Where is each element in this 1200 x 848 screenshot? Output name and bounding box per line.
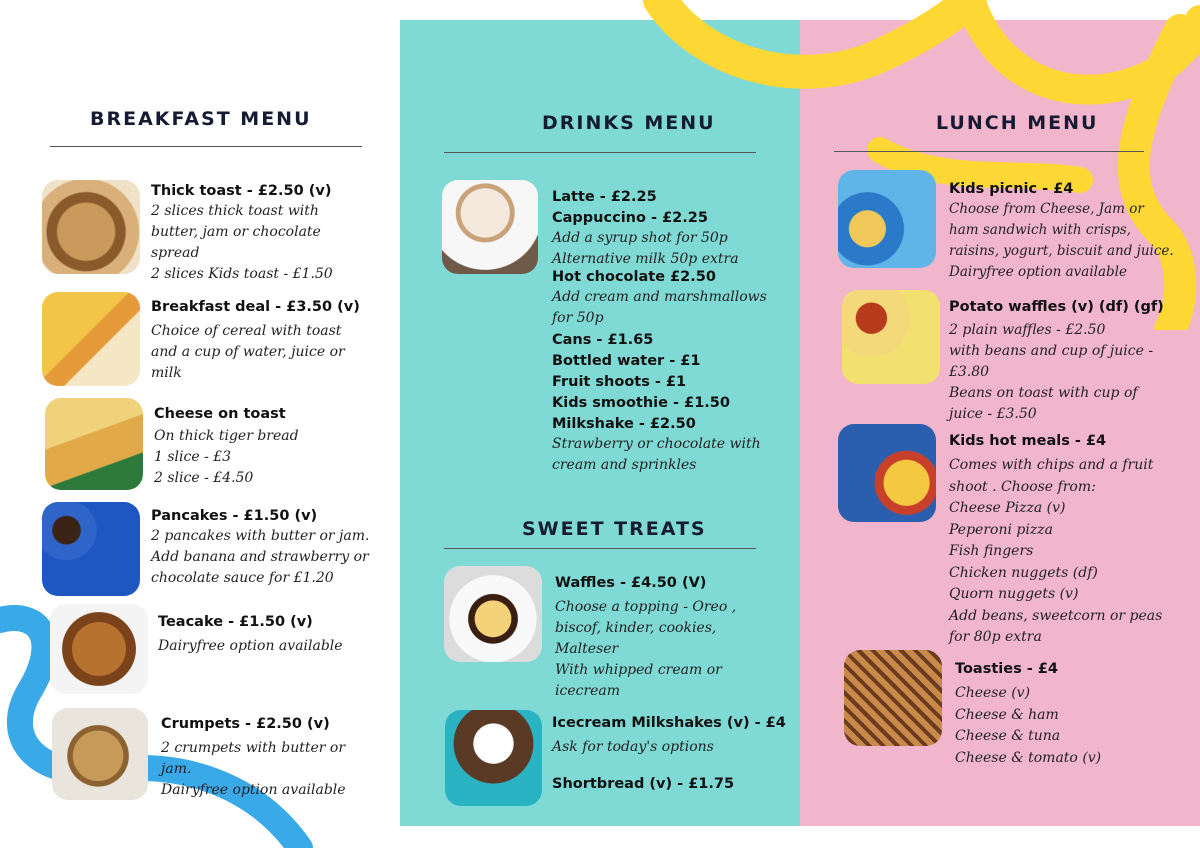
cereal-toast-image	[42, 292, 140, 386]
drinks-heading: DRINKS MENU	[542, 112, 716, 134]
milkshake-title: Milkshake - £2.50	[552, 416, 696, 432]
icecream-milkshake-image	[445, 710, 542, 806]
sweet-treats-divider	[444, 548, 756, 549]
waffles-description: Choose a topping - Oreo , biscof, kinder, cookies, Malteser With whipped cream or icecream	[555, 599, 737, 699]
item-description: Comes with chips and a fruit shoot . Choose from: Cheese Pizza (v) Peperoni pizza Fish fingers Chicken nuggets (df) Quorn nuggets (v) Add beans, sweetcorn or peas for 80p extra	[949, 457, 1163, 645]
kids-hot-meals-image	[838, 424, 936, 522]
fruit-shoots-title: Fruit shoots - £1	[552, 374, 687, 390]
item-title: Thick toast - £2.50 (v)	[151, 183, 332, 199]
waffles-item	[555, 574, 785, 702]
lunch-heading: LUNCH MENU	[936, 112, 1099, 134]
drinks-list	[552, 188, 792, 476]
cappuccino-title: Cappuccino - £2.25	[552, 210, 708, 226]
item-description: 2 crumpets with butter or jam. Dairyfree option available	[161, 740, 346, 798]
cheese-toast-image	[45, 398, 143, 490]
coffee-description: Add a syrup shot for 50p Alternative milk 50p extra	[552, 230, 739, 267]
potato-waffles-image	[842, 290, 940, 384]
pancakes-image	[42, 502, 140, 596]
crumpets-image	[52, 708, 148, 800]
waffles-image	[444, 566, 542, 662]
latte-image	[442, 180, 538, 274]
icecream-title: Icecream Milkshakes (v) - £4	[552, 715, 786, 731]
item-title: Pancakes - £1.50 (v)	[151, 508, 318, 524]
item-description: Choose from Cheese, Jam or ham sandwich with crisps, raisins, yogurt, biscuit and juice. Dairyfree option available	[949, 201, 1174, 280]
icecream-description: Ask for today's options	[552, 739, 714, 755]
drinks-divider	[444, 152, 756, 153]
item-description: 2 pancakes with butter or jam. Add banana and strawberry or chocolate sauce for £1.20	[151, 528, 370, 586]
item-description: On thick tiger bread 1 slice - £3 2 slice - £4.50	[154, 428, 299, 486]
item-title: Kids hot meals - £4	[949, 433, 1107, 449]
latte-title: Latte - £2.25	[552, 189, 657, 205]
hot-chocolate-description: Add cream and marshmallows for 50p	[552, 289, 767, 326]
item-title: Cheese on toast	[154, 406, 286, 422]
lunch-item-toasties	[955, 660, 1155, 769]
item-description: Dairyfree option available	[158, 638, 343, 654]
sweet-treats-heading: SWEET TREATS	[522, 518, 707, 540]
lunch-item-potato-waffles	[949, 298, 1174, 425]
bottled-water-title: Bottled water - £1	[552, 353, 701, 369]
kids-smoothie-title: Kids smoothie - £1.50	[552, 395, 730, 411]
kids-picnic-image	[838, 170, 936, 268]
item-title: Teacake - £1.50 (v)	[158, 614, 313, 630]
cans-title: Cans - £1.65	[552, 332, 654, 348]
toasties-image	[844, 650, 942, 746]
hot-chocolate-title: Hot chocolate £2.50	[552, 269, 716, 285]
item-title: Breakfast deal - £3.50 (v)	[151, 299, 360, 315]
shortbread-title: Shortbread (v) - £1.75	[552, 776, 735, 792]
item-description: Choice of cereal with toast and a cup of water, juice or milk	[151, 323, 345, 381]
teacake-image	[50, 604, 148, 694]
item-description: 2 slices thick toast with butter, jam or chocolate spread 2 slices Kids toast - £1.50	[151, 203, 333, 282]
breakfast-divider	[50, 146, 362, 147]
icecream-item	[552, 714, 792, 794]
item-title: Kids picnic - £4	[949, 181, 1074, 197]
item-title: Potato waffles (v) (df) (gf)	[949, 299, 1164, 315]
lunch-item-kids-hot-meals	[949, 432, 1174, 649]
item-title: Crumpets - £2.50 (v)	[161, 716, 330, 732]
item-title: Toasties - £4	[955, 661, 1059, 677]
lunch-divider	[834, 151, 1144, 152]
toast-image	[42, 180, 140, 274]
waffles-title: Waffles - £4.50 (V)	[555, 575, 707, 591]
lunch-item-kids-picnic	[949, 180, 1174, 283]
breakfast-heading: BREAKFAST MENU	[90, 108, 312, 130]
milkshake-description: Strawberry or chocolate with cream and sprinkles	[552, 436, 761, 473]
item-description: 2 plain waffles - £2.50 with beans and cup of juice - £3.80 Beans on toast with cup of juice - £3.50	[949, 322, 1154, 422]
item-description: Cheese (v) Cheese & ham Cheese & tuna Cheese & tomato (v)	[955, 685, 1102, 766]
